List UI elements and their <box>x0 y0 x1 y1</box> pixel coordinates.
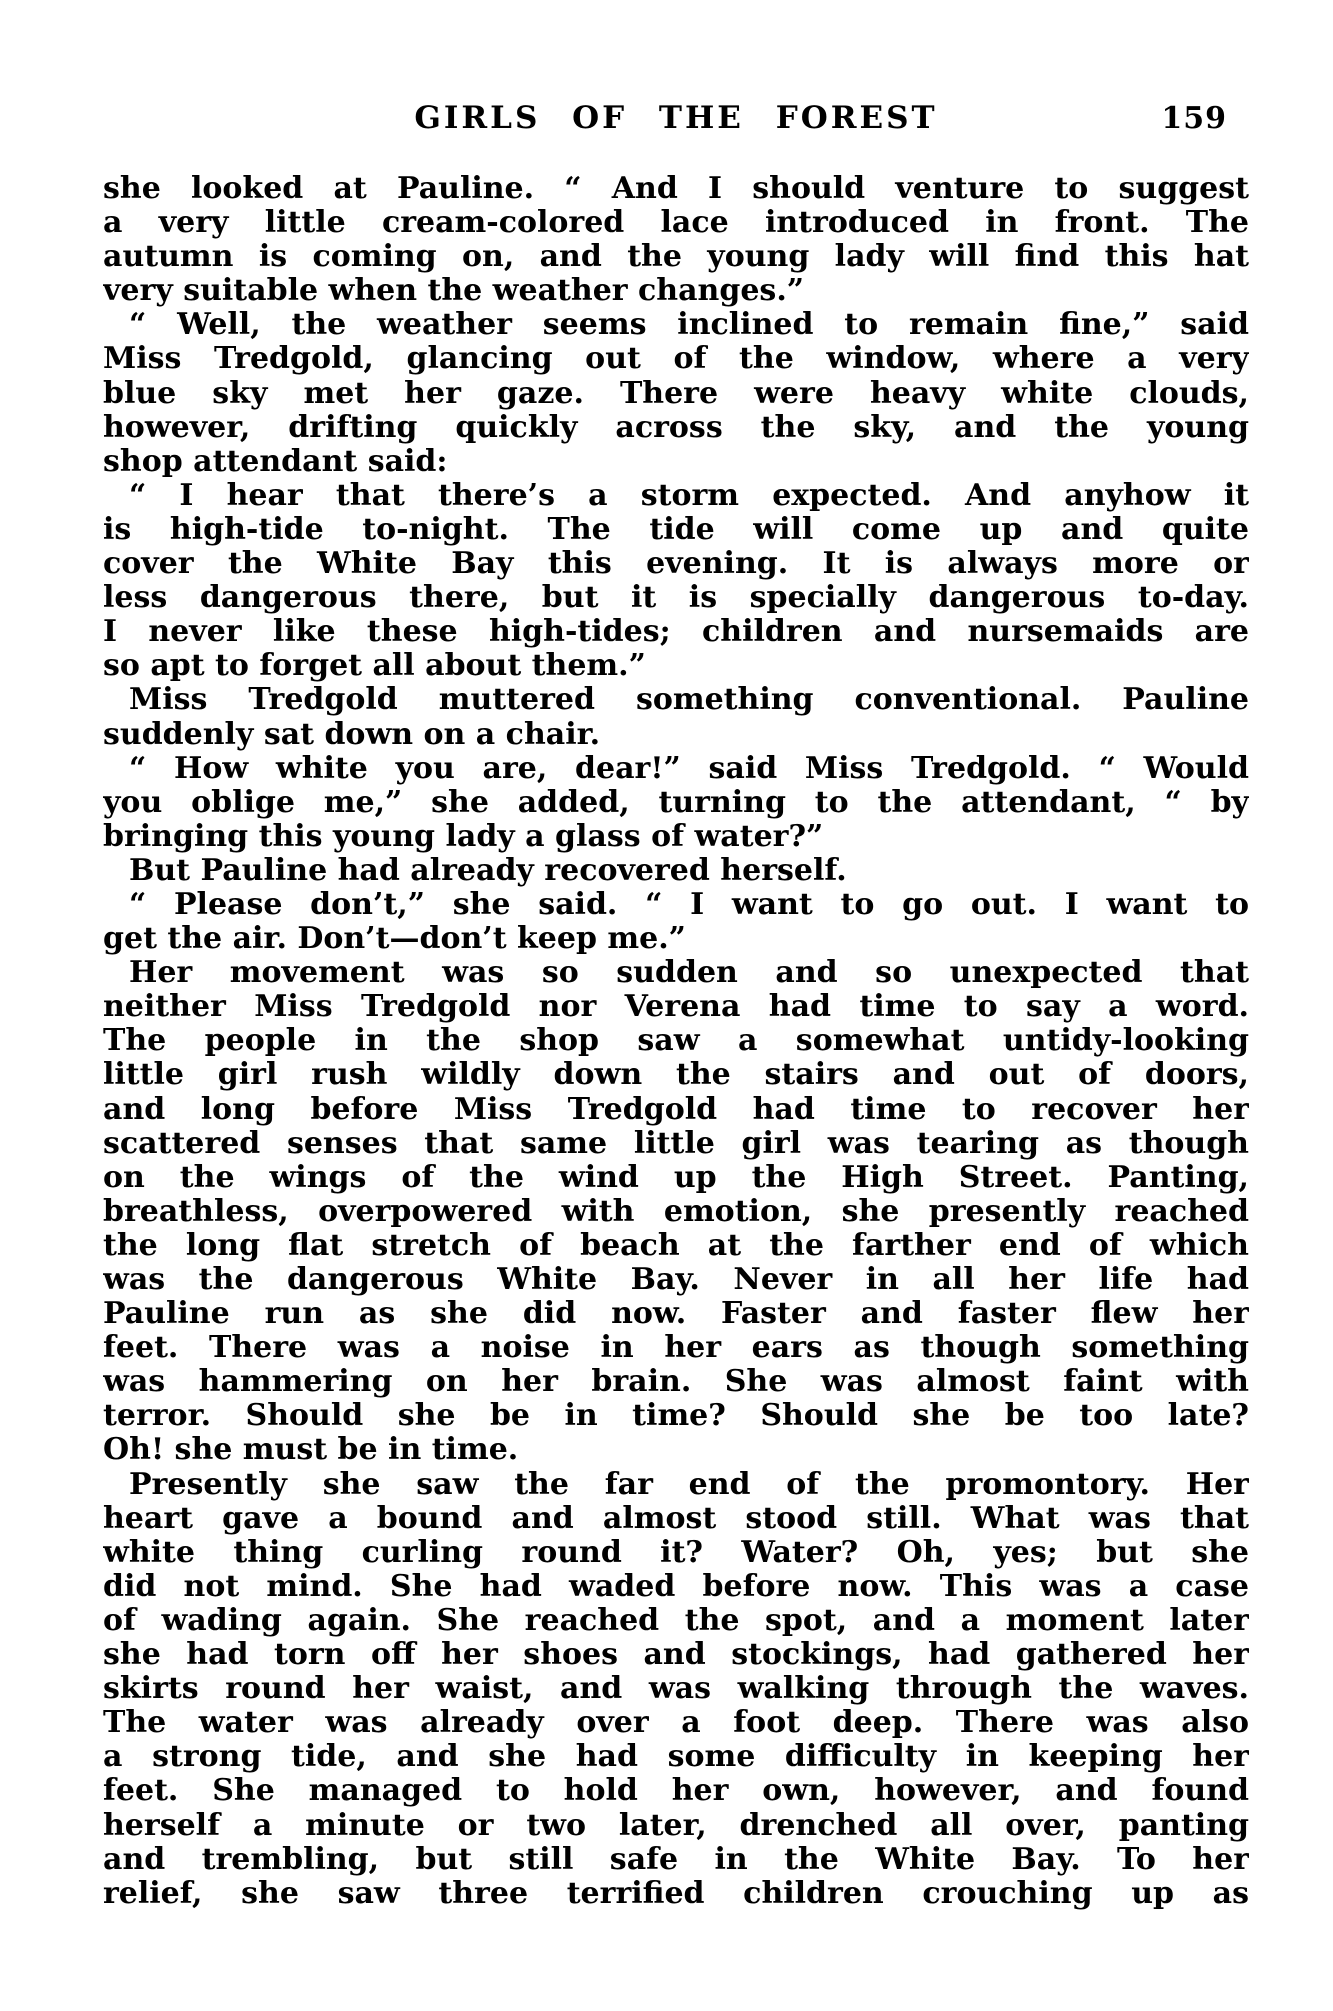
body-text <box>103 172 1249 1911</box>
text-line: Presently she saw the far end of the promontory. Her <box>129 1467 1249 1502</box>
text-line: I never like these high-tides; children and nursemaids are <box>103 615 1249 650</box>
text-line: the long flat stretch of beach at the farther end of which <box>103 1228 1249 1263</box>
text-line: blue sky met her gaze. There were heavy white clouds, <box>103 376 1249 411</box>
text-line: But Pauline had already recovered herself. <box>129 853 847 888</box>
text-line: you oblige me,” she added, turning to the attendant, “ by <box>103 785 1249 820</box>
text-line: she looked at Pauline. “ And I should venture to suggest <box>103 172 1249 206</box>
text-line: Oh! she must be in time. <box>103 1433 519 1468</box>
text-line: feet. She managed to hold her own, however, and found <box>103 1774 1249 1809</box>
text-line: of wading again. She reached the spot, and a moment later <box>103 1603 1249 1638</box>
text-line: on the wings of the wind up the High Street. Panting, <box>103 1160 1249 1195</box>
text-line: she had torn off her shoes and stockings, had gathered her <box>103 1638 1249 1673</box>
paragraph <box>103 854 1249 888</box>
text-line: white thing curling round it? Water? Oh, yes; but she <box>103 1535 1249 1570</box>
text-line: very suitable when the weather changes.” <box>103 274 805 309</box>
paragraph <box>103 308 1249 478</box>
text-line: neither Miss Tredgold nor Verena had time to say a word. <box>103 990 1249 1025</box>
text-line: Miss Tredgold muttered something conventional. Pauline <box>129 683 1249 718</box>
text-line: autumn is coming on, and the young lady will find this hat <box>103 240 1249 275</box>
paragraph <box>103 479 1249 684</box>
text-line: however, drifting quickly across the sky, and the young <box>103 410 1249 445</box>
paragraph <box>103 956 1249 1467</box>
paragraph <box>103 683 1249 751</box>
paragraph <box>103 752 1249 854</box>
text-line: terror. Should she be in time? Should she be too late? <box>103 1399 1249 1434</box>
text-line: relief, she saw three terrified children crouching up as <box>103 1876 1249 1911</box>
text-line: was the dangerous White Bay. Never in all her life had <box>103 1263 1249 1297</box>
text-line: scattered senses that same little girl was tearing as though <box>103 1126 1249 1161</box>
text-line: shop attendant said: <box>103 444 448 479</box>
text-line: is high-tide to-night. The tide will come up and quite <box>103 512 1249 547</box>
text-line: Pauline run as she did now. Faster and faster flew her <box>103 1297 1249 1332</box>
text-line: The people in the shop saw a somewhat untidy-looking <box>103 1024 1249 1059</box>
text-line: “ How white you are, dear!” said Miss Tredgold. “ Would <box>129 751 1249 786</box>
text-line: so apt to forget all about them.” <box>103 649 646 684</box>
text-line: was hammering on her brain. She was almost faint with <box>103 1365 1249 1400</box>
running-head-title: GIRLS OF THE FOREST <box>414 100 938 136</box>
page-number: 159 <box>1161 101 1227 136</box>
text-line: “ Well, the weather seems inclined to remain fine,” said <box>129 308 1249 343</box>
text-line: Miss Tredgold, glancing out of the window, where a very <box>103 342 1249 377</box>
text-line: less dangerous there, but it is specially dangerous to-day. <box>103 581 1249 616</box>
paragraph <box>103 888 1249 956</box>
text-line: a very little cream-colored lace introduced in front. The <box>103 206 1249 241</box>
text-line: little girl rush wildly down the stairs and out of doors, <box>103 1058 1249 1093</box>
text-line: feet. There was a noise in her ears as though something <box>103 1331 1249 1366</box>
text-line: Her movement was so sudden and so unexpected that <box>129 956 1249 991</box>
text-line: herself a minute or two later, drenched all over, panting <box>103 1808 1249 1843</box>
text-line: suddenly sat down on a chair. <box>103 717 601 752</box>
text-line: The water was already over a foot deep. There was also <box>103 1706 1249 1741</box>
text-line: a strong tide, and she had some difficulty in keeping her <box>103 1740 1249 1775</box>
text-line: “ Please don’t,” she said. “ I want to go out. I want to <box>129 887 1249 922</box>
text-line: breathless, overpowered with emotion, she presently reached <box>103 1194 1249 1229</box>
text-line: “ I hear that there’s a storm expected. And anyhow it <box>129 478 1249 513</box>
text-line: and long before Miss Tredgold had time to recover her <box>103 1092 1249 1127</box>
text-line: skirts round her waist, and was walking through the waves. <box>103 1672 1249 1707</box>
text-line: cover the White Bay this evening. It is always more or <box>103 547 1249 582</box>
text-line: did not mind. She had waded before now. This was a case <box>103 1569 1249 1604</box>
running-head <box>103 100 1249 140</box>
text-line: bringing this young lady a glass of water?” <box>103 819 824 854</box>
text-line: and trembling, but still safe in the White Bay. To her <box>103 1842 1249 1877</box>
paragraph <box>103 1468 1249 1911</box>
paragraph <box>103 172 1249 308</box>
text-line: heart gave a bound and almost stood still. What was that <box>103 1501 1249 1536</box>
text-line: get the air. Don’t—don’t keep me.” <box>103 922 686 957</box>
